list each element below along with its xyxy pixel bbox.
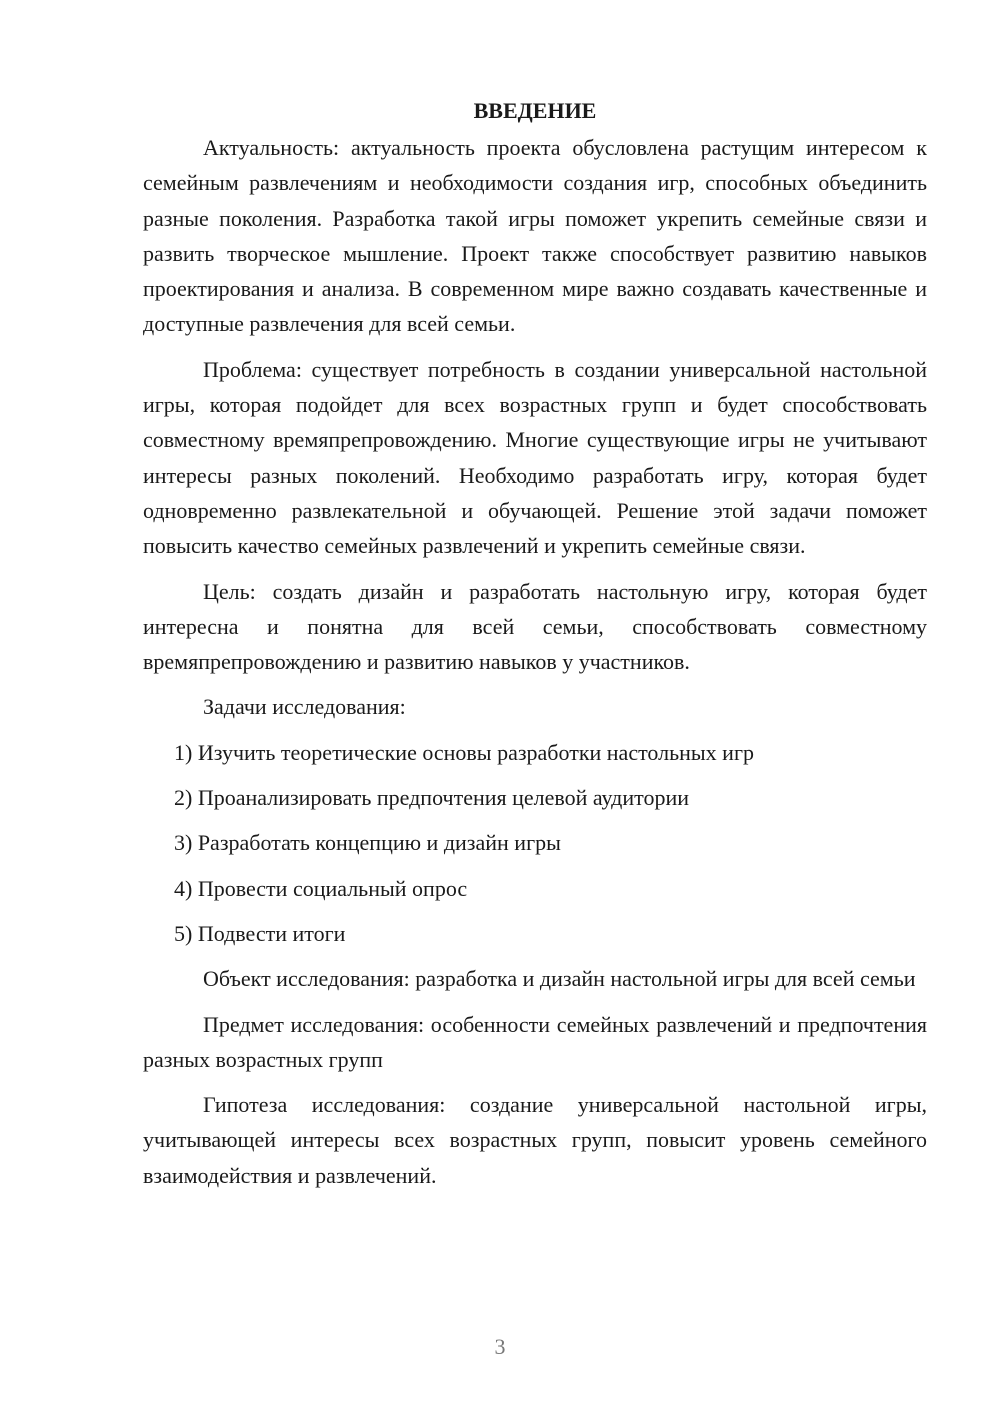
object-paragraph: Объект исследования: разработка и дизайн настольной игры для всей семьи (203, 966, 916, 992)
task-item: 3) Разработать концепцию и дизайн игры (174, 830, 561, 856)
task-item: 2) Проанализировать предпочтения целевой аудитории (174, 785, 690, 811)
task-item: 4) Провести социальный опрос (174, 875, 468, 901)
task-item: 1) Изучить теоретические основы разработки настольных игр (174, 739, 754, 765)
task-item: 5) Подвести итоги (174, 920, 346, 946)
problem-paragraph: Проблема: существует потребность в создании универсальной настольной игры, которая подойдет для всех возрастных групп и будет способствовать совместному времяпрепровождению. Многие существующие игры не учитывают интересы разных поколений. Необходимо разработать игру, которая будет одновременно развлекательной и обучающей. Решение этой задачи поможет повысить качество семейных развлечений и укрепить семейные связи. (143, 356, 927, 559)
subject-paragraph: Предмет исследования: особенности семейных развлечений и предпочтения разных возрастных групп (143, 1011, 927, 1072)
page-content (143, 96, 927, 1203)
goal-paragraph: Цель: создать дизайн и разработать настольную игру, которая будет интересна и понятна для всей семьи, способствовать совместному времяпрепровождению и развитию навыков у участников. (143, 578, 927, 675)
tasks-label: Задачи исследования: (203, 694, 406, 720)
hypothesis-paragraph: Гипотеза исследования: создание универсальной настольной игры, учитывающей интересы всех возрастных групп, повысит уровень семейного взаимодействия и развлечений. (143, 1092, 927, 1188)
section-title: ВВЕДЕНИЕ (473, 98, 597, 123)
page-number: 3 (494, 1334, 506, 1359)
tasks-list (143, 735, 927, 951)
relevance-paragraph: Актуальность: актуальность проекта обусловлена растущим интересом к семейным развлечениям и необходимости создания игр, способных объединить разные поколения. Разработка такой игры поможет укрепить семейные связи и развить творческое мышление. Проект также способствует развитию навыков проектирования и анализа. В современном мире важно создавать качественные и доступные развлечения для всей семьи. (143, 135, 927, 337)
